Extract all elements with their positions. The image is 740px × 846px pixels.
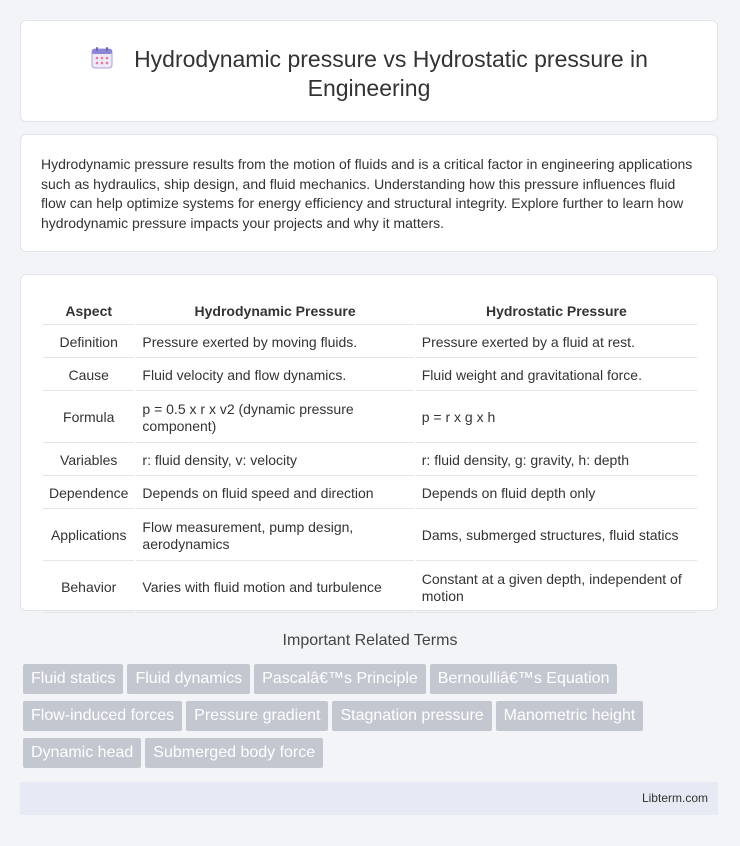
cell-hydrostatic: Pressure exerted by a fluid at rest. bbox=[416, 327, 697, 358]
tag-flow-induced-forces[interactable]: Flow-induced forces bbox=[23, 701, 182, 731]
header-hydrodynamic: Hydrodynamic Pressure bbox=[136, 297, 413, 325]
cell-hydrodynamic: Pressure exerted by moving fluids. bbox=[136, 327, 413, 358]
table-row bbox=[43, 360, 697, 391]
table-row bbox=[43, 393, 697, 443]
title-line-2: Engineering bbox=[307, 75, 431, 101]
cell-hydrostatic: Dams, submerged structures, fluid statics bbox=[416, 511, 697, 561]
cell-hydrodynamic: Varies with fluid motion and turbulence bbox=[136, 563, 413, 613]
cell-hydrostatic: Fluid weight and gravitational force. bbox=[416, 360, 697, 391]
cell-aspect: Definition bbox=[43, 327, 134, 358]
page-title bbox=[21, 45, 717, 103]
cell-hydrodynamic: Flow measurement, pump design, aerodynamics bbox=[136, 511, 413, 561]
cell-hydrodynamic: Fluid velocity and flow dynamics. bbox=[136, 360, 413, 391]
header-card bbox=[20, 20, 718, 122]
tag-pascals-principle[interactable]: Pascalâ€™s Principle bbox=[254, 664, 426, 694]
title-line-1: Hydrodynamic pressure vs Hydrostatic pressure in bbox=[134, 46, 648, 72]
cell-hydrodynamic: Depends on fluid speed and direction bbox=[136, 478, 413, 509]
tag-manometric-height[interactable]: Manometric height bbox=[496, 701, 644, 731]
related-terms-title: Important Related Terms bbox=[282, 632, 458, 649]
table-row bbox=[43, 478, 697, 509]
cell-hydrostatic: Constant at a given depth, independent of motion bbox=[416, 563, 697, 613]
cell-hydrostatic: r: fluid density, g: gravity, h: depth bbox=[416, 445, 697, 476]
cell-hydrodynamic: p = 0.5 x r x v2 (dynamic pressure component) bbox=[136, 393, 413, 443]
table-row bbox=[43, 511, 697, 561]
calendar-icon bbox=[90, 46, 114, 70]
footer bbox=[20, 782, 718, 815]
table-row bbox=[43, 327, 697, 358]
cell-aspect: Behavior bbox=[43, 563, 134, 613]
tag-fluid-statics[interactable]: Fluid statics bbox=[23, 664, 123, 694]
tag-dynamic-head[interactable]: Dynamic head bbox=[23, 738, 141, 768]
cell-aspect: Dependence bbox=[43, 478, 134, 509]
table-header-row bbox=[43, 297, 697, 325]
header-hydrostatic: Hydrostatic Pressure bbox=[416, 297, 697, 325]
cell-aspect: Variables bbox=[43, 445, 134, 476]
header-aspect: Aspect bbox=[43, 297, 134, 325]
cell-hydrostatic: Depends on fluid depth only bbox=[416, 478, 697, 509]
tag-submerged-body-force[interactable]: Submerged body force bbox=[145, 738, 323, 768]
cell-aspect: Applications bbox=[43, 511, 134, 561]
tag-pressure-gradient[interactable]: Pressure gradient bbox=[186, 701, 328, 731]
tag-stagnation-pressure[interactable]: Stagnation pressure bbox=[332, 701, 491, 731]
intro-text: Hydrodynamic pressure results from the motion of fluids and is a critical factor in engineering applications such as hydraulics, ship design, and fluid mechanics. Understanding how this pressure influences fluid flow can help optimize systems for energy efficiency and structural integrity. Explore further to learn how hydrodynamic pressure impacts your projects and why it matters. bbox=[41, 156, 693, 231]
cell-hydrostatic: p = r x g x h bbox=[416, 393, 697, 443]
cell-hydrodynamic: r: fluid density, v: velocity bbox=[136, 445, 413, 476]
comparison-table bbox=[41, 295, 699, 615]
intro-card bbox=[20, 134, 718, 252]
table-row bbox=[43, 563, 697, 613]
related-terms-list bbox=[23, 664, 723, 775]
tag-bernoullis-equation[interactable]: Bernoulliâ€™s Equation bbox=[430, 664, 618, 694]
table-row bbox=[43, 445, 697, 476]
comparison-card bbox=[20, 274, 718, 611]
tag-fluid-dynamics[interactable]: Fluid dynamics bbox=[127, 664, 250, 694]
cell-aspect: Formula bbox=[43, 393, 134, 443]
footer-brand-link[interactable]: Libterm.com bbox=[641, 791, 708, 805]
cell-aspect: Cause bbox=[43, 360, 134, 391]
